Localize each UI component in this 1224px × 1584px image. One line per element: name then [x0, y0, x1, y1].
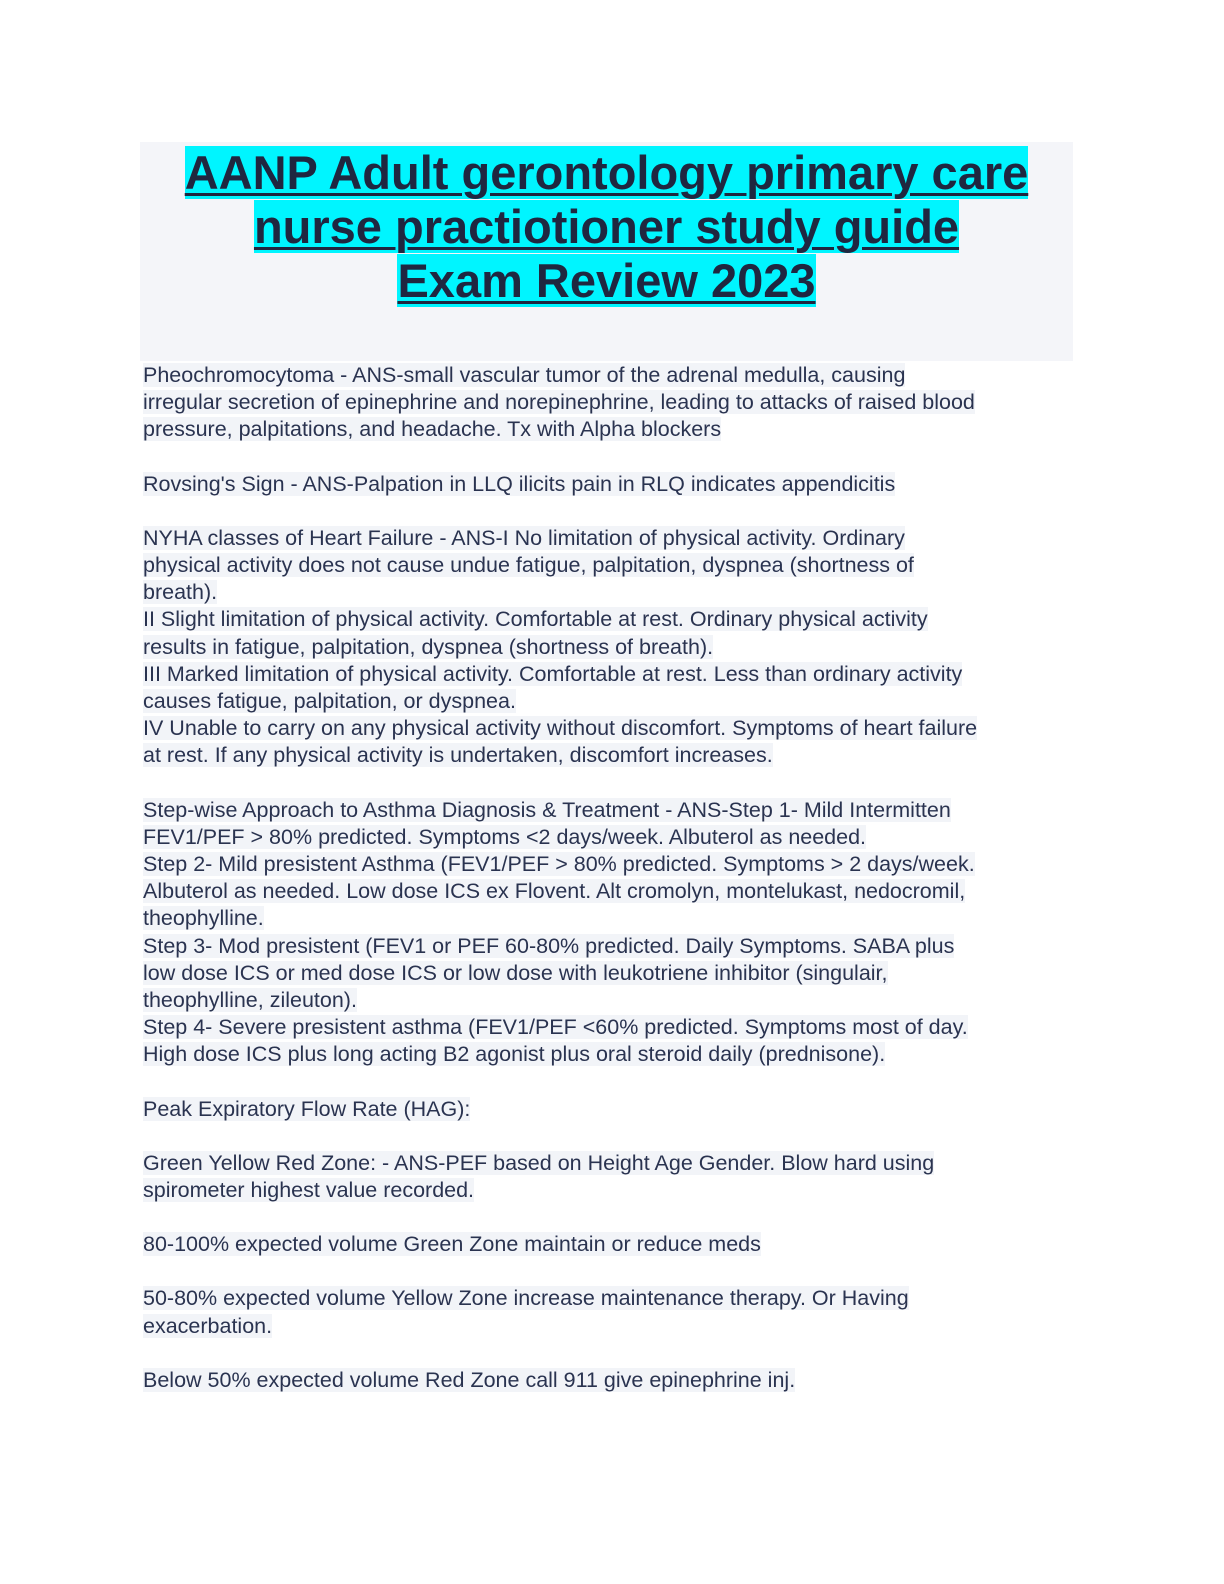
text-line: Step-wise Approach to Asthma Diagnosis & Treatment - ANS-Step 1- Mild Intermitten [143, 797, 951, 822]
text-line: Rovsing's Sign - ANS-Palpation in LLQ ilicits pain in RLQ indicates appendicitis [143, 471, 896, 496]
text-line: Green Yellow Red Zone: - ANS-PEF based on Height Age Gender. Blow hard using [143, 1150, 935, 1175]
entry-red-zone [143, 1367, 1073, 1394]
text-line: High dose ICS plus long acting B2 agonist plus oral steroid daily (prednisone). [143, 1042, 886, 1067]
text-line: NYHA classes of Heart Failure - ANS-I No limitation of physical activity. Ordinary [143, 525, 905, 550]
text-line: IV Unable to carry on any physical activity without discomfort. Symptoms of heart failure [143, 716, 978, 741]
text-line: theophylline. [143, 906, 264, 931]
text-line: Albuterol as needed. Low dose ICS ex Flovent. Alt cromolyn, montelukast, nedocromil, [143, 879, 966, 904]
text-line: theophylline, zileuton). [143, 988, 357, 1013]
entry-rovsings-sign [143, 471, 1073, 498]
text-line: at rest. If any physical activity is undertaken, discomfort increases. [143, 743, 773, 768]
text-line: FEV1/PEF > 80% predicted. Symptoms <2 days/week. Albuterol as needed. [143, 824, 867, 849]
text-line: physical activity does not cause undue fatigue, palpitation, dyspnea (shortness of [143, 553, 914, 578]
text-line: pressure, palpitations, and headache. Tx with Alpha blockers [143, 417, 722, 442]
text-line: 50-80% expected volume Yellow Zone increase maintenance therapy. Or Having [143, 1286, 909, 1311]
title-line: AANP Adult gerontology primary care [184, 146, 1029, 199]
text-line: Pheochromocytoma - ANS-small vascular tumor of the adrenal medulla, causing [143, 363, 906, 387]
entry-peak-expiratory-flow [143, 1096, 1073, 1123]
text-line: Peak Expiratory Flow Rate (HAG): [143, 1096, 471, 1121]
text-line: exacerbation. [143, 1313, 273, 1338]
title-line: nurse practiotioner study guide [253, 200, 960, 253]
text-line: III Marked limitation of physical activity. Comfortable at rest. Less than ordinary activity [143, 661, 963, 686]
document-title [140, 142, 1073, 308]
text-line: breath). [143, 580, 218, 605]
text-line: results in fatigue, palpitation, dyspnea (shortness of breath). [143, 634, 714, 659]
text-line: Step 2- Mild presistent Asthma (FEV1/PEF > 80% predicted. Symptoms > 2 days/week. [143, 852, 975, 877]
document-body [143, 362, 1073, 1421]
text-line: spirometer highest value recorded. [143, 1178, 475, 1203]
text-line: Step 4- Severe presistent asthma (FEV1/PEF <60% predicted. Symptoms most of day. [143, 1015, 968, 1040]
text-line: irregular secretion of epinephrine and norepinephrine, leading to attacks of raised blood [143, 390, 975, 415]
entry-nyha-classes [143, 525, 1073, 770]
entry-yellow-zone [143, 1285, 1073, 1339]
text-line: 80-100% expected volume Green Zone maintain or reduce meds [143, 1232, 761, 1257]
text-line: low dose ICS or med dose ICS or low dose with leukotriene inhibitor (singulair, [143, 960, 888, 985]
title-box [140, 142, 1073, 361]
text-line: II Slight limitation of physical activity. Comfortable at rest. Ordinary physical activity [143, 607, 928, 632]
entry-green-yellow-red-zone [143, 1150, 1073, 1204]
text-line: causes fatigue, palpitation, or dyspnea. [143, 689, 516, 714]
text-line: Step 3- Mod presistent (FEV1 or PEF 60-80% predicted. Daily Symptoms. SABA plus [143, 933, 955, 958]
title-line: Exam Review 2023 [397, 254, 816, 307]
text-line: Below 50% expected volume Red Zone call 911 give epinephrine inj. [143, 1367, 796, 1392]
entry-pheochromocytoma [143, 362, 1073, 444]
entry-green-zone [143, 1231, 1073, 1258]
entry-asthma-stepwise [143, 797, 1073, 1069]
